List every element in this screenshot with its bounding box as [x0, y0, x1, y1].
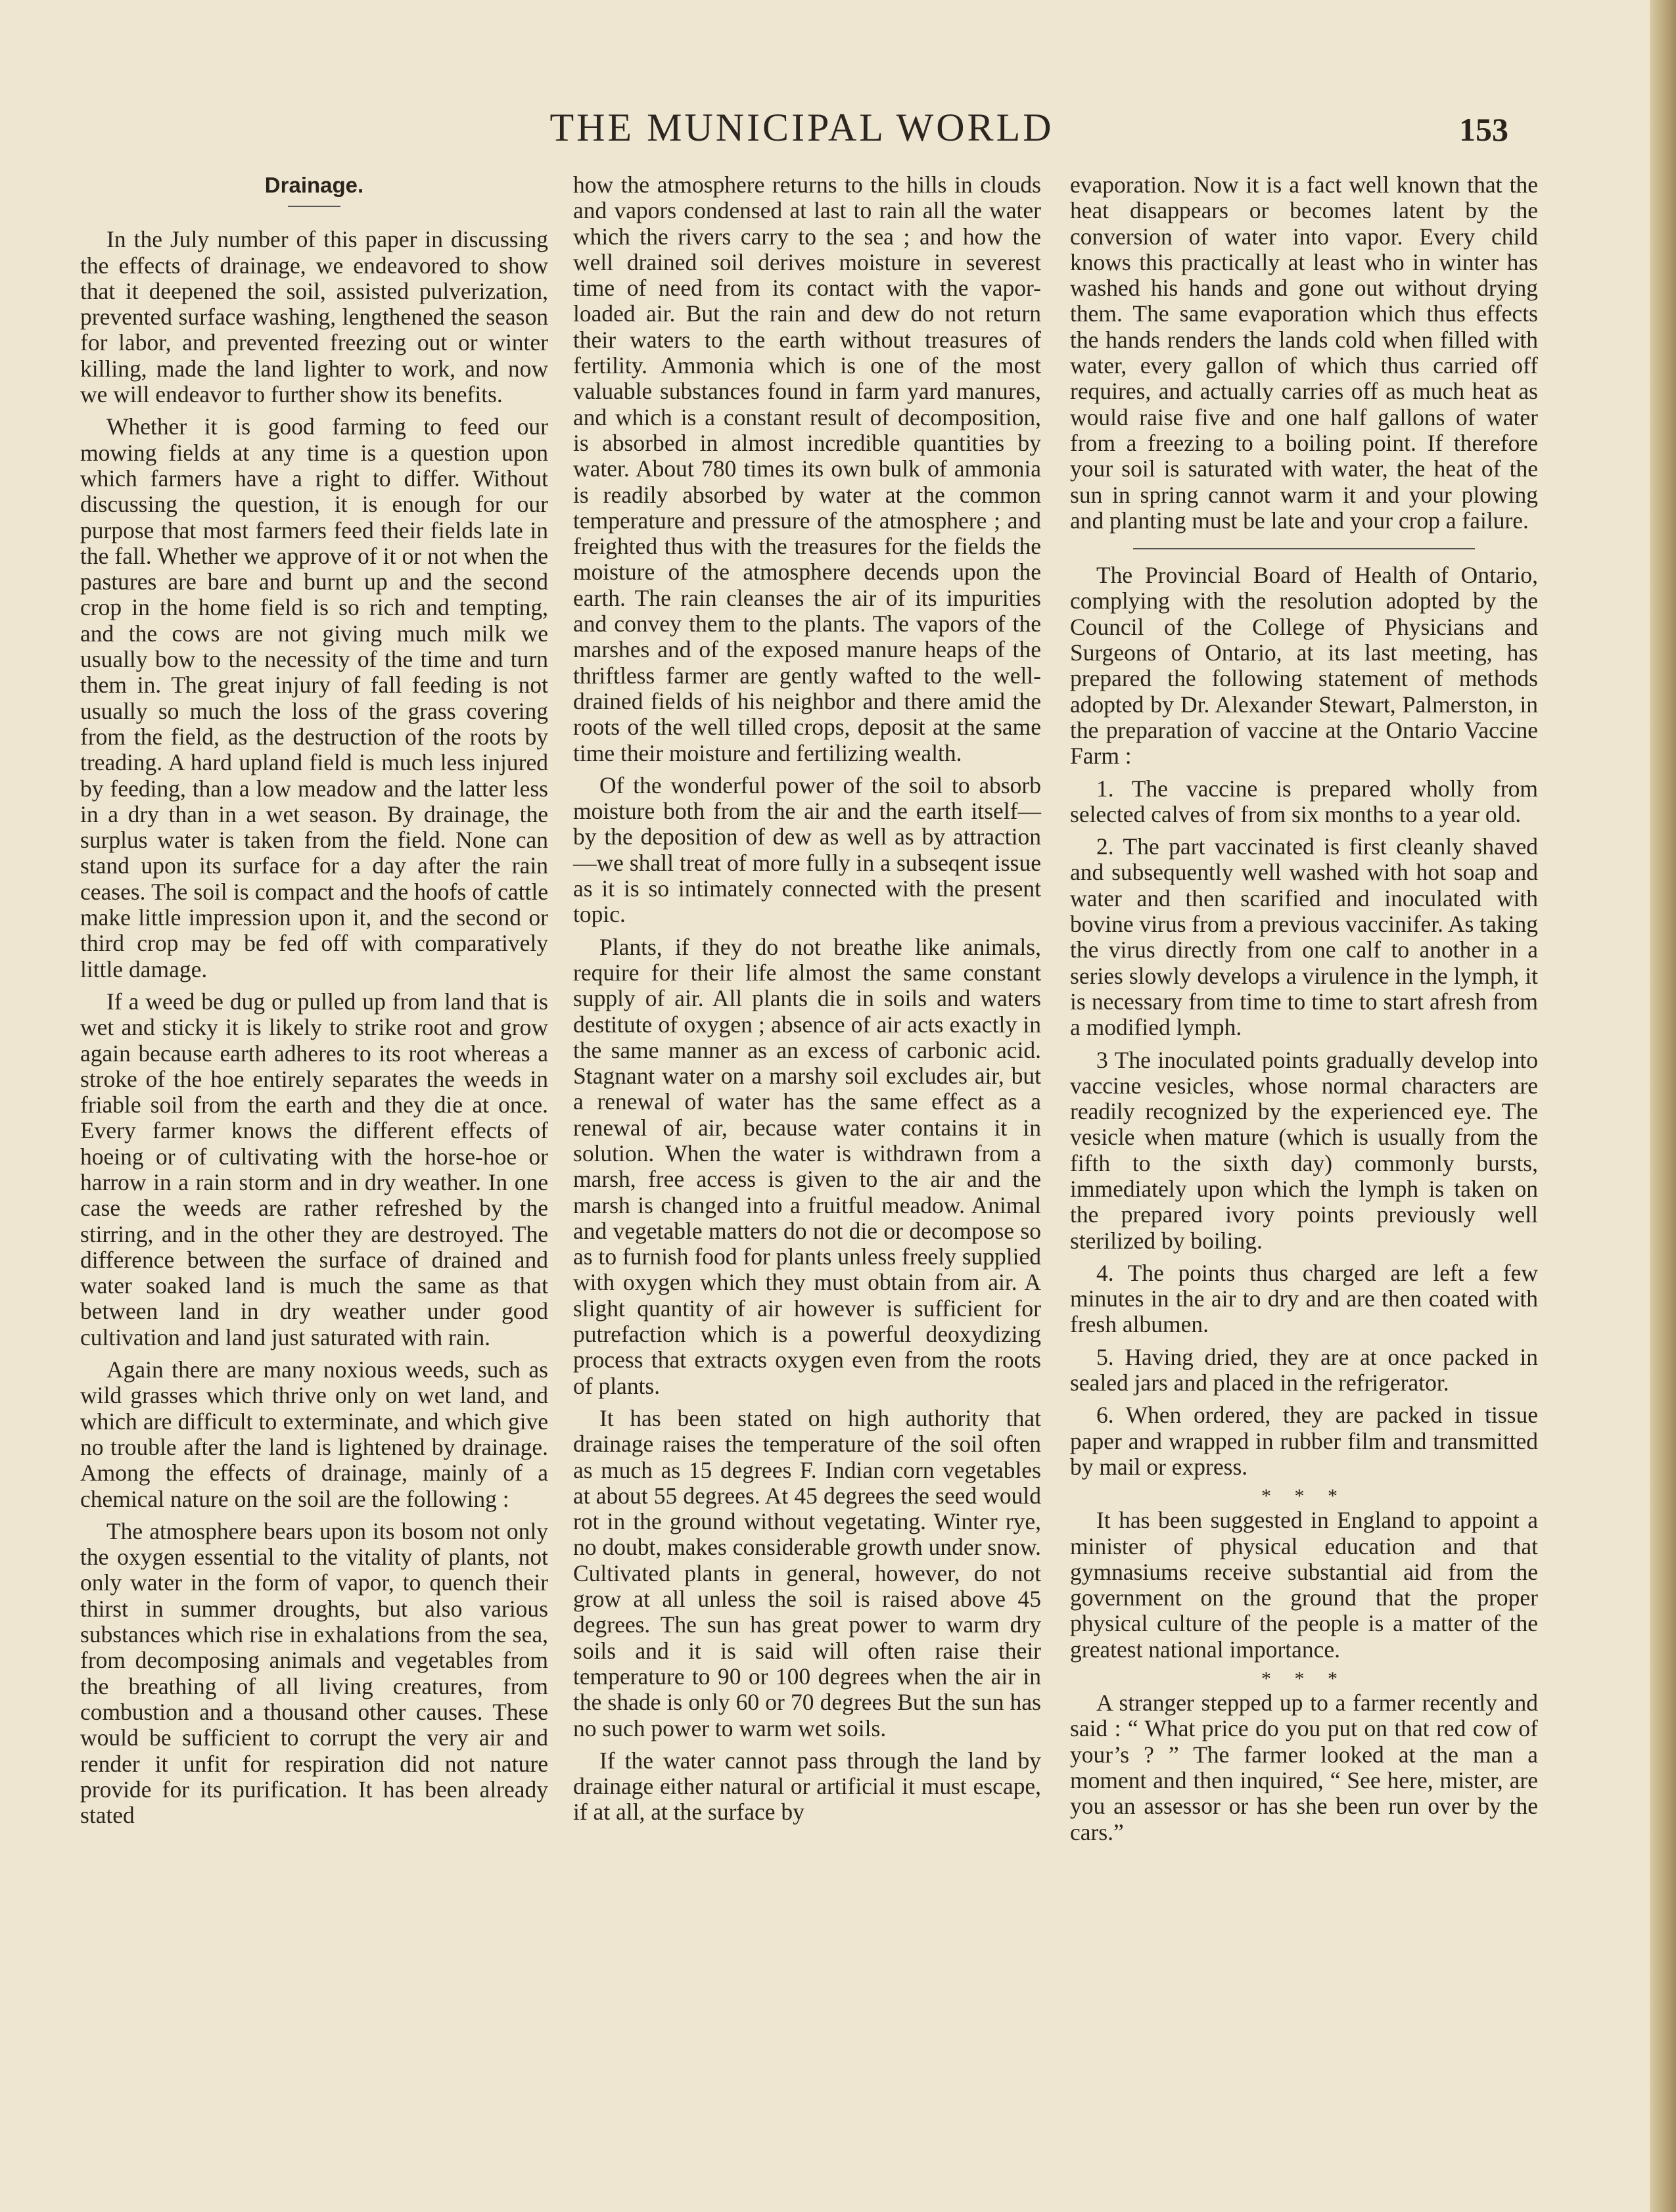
masthead-title: THE MUNICIPAL WORLD: [549, 106, 1054, 149]
paragraph: If a weed be dug or pulled up from land that is wet and sticky it is likely to strike root and grow again because earth adheres to its root whereas a stroke of the hoe entirely separates the weeds in friable soil from the earth and they die at once. Every farmer knows the different effects of hoeing or of cultivating with the horse-hoe or harrow in a rain storm and in dry weather. In one case the weeds are rather refreshed by the stirring, and in the other they are destroyed. The difference between the surface of drained and water soaked land is much the same as that between land in dry weather under good cultivation and land just saturated with rain.: [80, 988, 548, 1350]
page-number: 153: [1459, 111, 1508, 148]
stranger-anecdote-paragraph: A stranger stepped up to a farmer recently and said : “ What price do you put on that red cow of your’s ? ” The farmer looked at the man a moment and then inquired, “ See here, mister, are you an assessor or has she been run over by the cars.”: [1070, 1690, 1538, 1845]
vaccine-step-6: 6. When ordered, they are packed in tissue paper and wrapped in rubber film and transmitted by mail or express.: [1070, 1402, 1538, 1480]
heading-rule: [288, 206, 340, 207]
vaccine-step-4: 4. The points thus charged are left a few minutes in the air to dry and are then coated with fresh albumen.: [1070, 1259, 1538, 1338]
paragraph: The atmosphere bears upon its bosom not only the oxygen essential to the vitality of plants, not only water in the form of vapor, to quench their thirst in summer droughts, but also various substances which rise in exhalations from the sea, from decomposing animals and vegetables from the breathing of all living creatures, from combustion and a thousand other causes. These would be sufficient to corrupt the very air and render it unfit for respiration did not nature provide for its purification. It has been already stated: [80, 1517, 548, 1829]
paragraph: Plants, if they do not breathe like animals, require for their life almost the same constant supply of air. All plants die in soils and waters destitute of oxygen ; absence of air acts exactly in the same manner as an excess of carbonic acid. Stagnant water on a marshy soil excludes air, but a renewal of water has the same effect as a renewal of air, because water contains it in solution. When the water is withdrawn from a marsh, free access is given to the air and the marsh is changed into a fruitful meadow. Animal and vegetable matters do not die or decompose so as to furnish food for plants unless freely supplied with oxygen which they must obtain from air. A slight quantity of air however is sufficient for putrefaction which is a powerful deoxydizing process that extracts oxygen even from the roots of plants.: [573, 933, 1041, 1399]
paragraph: Again there are many noxious weeds, such as wild grasses which thrive only on wet land, and which are difficult to exterminate, and which give no trouble after the land is lightened by drainage. Among the effects of drainage, mainly of a chemical nature on the soil are the following :: [80, 1356, 548, 1512]
vaccine-step-3: 3 The inoculated points gradually develop into vaccine vesicles, whose normal characters are readily recognized by the experienced eye. The vesicle when mature (which is usually from the fifth to the sixth day) commonly bursts, immediately upon which the lymph is taken on the prepared ivory points previously well sterilized by boiling.: [1070, 1046, 1538, 1254]
vaccine-step-2: 2. The part vaccinated is first cleanly shaved and subsequently well washed with hot soap and water and then scarified and inoculated with bovine virus from a previous vaccinifer. As taking the virus directly from one calf to another in a series slowly develops a virulence in the lymph, it is necessary from time to time to start afresh from a modified lymph.: [1070, 833, 1538, 1041]
page-binding-edge: [1650, 0, 1676, 2212]
column-3: [1070, 172, 1538, 1852]
section-rule: [1133, 548, 1475, 549]
vaccine-step-5: 5. Having dried, they are at once packed in sealed jars and placed in the refrigerator.: [1070, 1343, 1538, 1396]
page-header: [0, 105, 1676, 158]
vaccine-step-1: 1. The vaccine is prepared wholly from selected calves of from six months to a year old.: [1070, 775, 1538, 827]
section-separator-stars: * * *: [1261, 1668, 1347, 1690]
paragraph: It has been stated on high authority that drainage raises the temperature of the soil often as much as 15 degrees F. Indian corn vegetables at about 55 degrees. At 45 degrees the seed would rot in the ground without vegetating. Winter rye, no doubt, makes considerable growth under snow. Cultivated plants in general, however, do not grow at all unless the soil is raised above 45 degrees. The sun has great power to warm dry soils and it is said will often raise their temperature to 90 or 100 degrees when the air in the shade is only 60 or 70 degrees But the sun has no such power to warm wet soils.: [573, 1404, 1041, 1741]
column-2: [573, 172, 1041, 1832]
column-1: [80, 172, 548, 1835]
paragraph: how the atmosphere returns to the hills in clouds and vapors condensed at last to rain all the water which the rivers carry to the sea ; and how the well drained soil derives moisture in severest time of need from its contact with the vapor-loaded air. But the rain and dew do not return their waters to the earth without treasures of fertility. Ammonia which is one of the most valuable substances found in farm yard manures, and which is a constant result of decomposition, is absorbed in almost incredible quantities by water. About 780 times its own bulk of ammonia is readily absorbed by water at the common temperature and pressure of the atmosphere ; and freighted thus with the treasures for the fields the moisture of the atmosphere decends upon the earth. The rain cleanses the air of its impurities and convey them to the plants. The vapors of the marshes and of the exposed manure heaps of the thriftless farmer are gently wafted to the well-drained fields of his neighbor and there amid the roots of the well tilled crops, deposit at the same time their moisture and fertilizing wealth.: [573, 172, 1041, 766]
paragraph: Of the wonderful power of the soil to absorb moisture both from the air and the earth itself—by the deposition of dew as well as by attraction—we shall treat of more fully in a subseqent issue as it is so intimately connected with the present topic.: [573, 772, 1041, 928]
board-of-health-paragraph: The Provincial Board of Health of Ontario, complying with the resolution adopted by the Council of the College of Physicians and Surgeons of Ontario, at its last meeting, has prepared the following statement of methods adopted by Dr. Alexander Stewart, Palmerston, in the preparation of vaccine at the Ontario Vaccine Farm :: [1070, 562, 1538, 770]
paragraph: evaporation. Now it is a fact well known that the heat disappears or becomes latent by the conversion of water into vapor. Every child knows this practically at least who in winter has washed his hands and gone out without drying them. The same evaporation which thus effects the hands renders the lands cold when filled with water, every gallon of which thus carried off requires, and actually carries off as much heat as would raise five and one half gallons of water from a freezing to a boiling point. If therefore your soil is saturated with water, the heat of the sun in spring cannot warm it and your plowing and planting must be late and your crop a failure.: [1070, 172, 1538, 534]
gymnasium-paragraph: It has been suggested in England to appoint a minister of physical education and that gymnasiums receive substantial aid from the government on the ground that the proper physical culture of the people is a matter of the greatest national importance.: [1070, 1507, 1538, 1663]
paragraph: In the July number of this paper in discussing the effects of drainage, we endeavored to show that it deepened the soil, assisted pulverization, prevented surface washing, lengthened the season for labor, and prevented freezing out or winter killing, made the land lighter to work, and now we will endeavor to further show its benefits.: [80, 226, 548, 408]
article-heading-drainage: Drainage.: [264, 173, 364, 197]
paragraph: Whether it is good farming to feed our mowing fields at any time is a question upon which farmers have a right to differ. Without discussing the question, it is enough for our purpose that most farmers feed their fields late in the fall. Whether we approve of it or not when the pastures are bare and burnt up and the second crop in the home field is so rich and tempting, and the cows are not giving much milk we usually bow to the necessity of the time and turn them in. The great injury of fall feeding is not usually so much the loss of the grass covering from the field, as the destruction of the roots by treading. A hard upland field is much less injured by feeding, than a low meadow and the latter less in a dry than in a wet season. By drainage, the surplus water is taken from the field. None can stand upon its surface for a day after the rain ceases. The soil is compact and the hoofs of cattle make little impression upon it, and the second or third crop may be fed off with comparatively little damage.: [80, 413, 548, 982]
section-separator-stars: * * *: [1261, 1485, 1347, 1508]
paragraph: If the water cannot pass through the land by drainage either natural or artificial it must escape, if at all, at the surface by: [573, 1747, 1041, 1826]
